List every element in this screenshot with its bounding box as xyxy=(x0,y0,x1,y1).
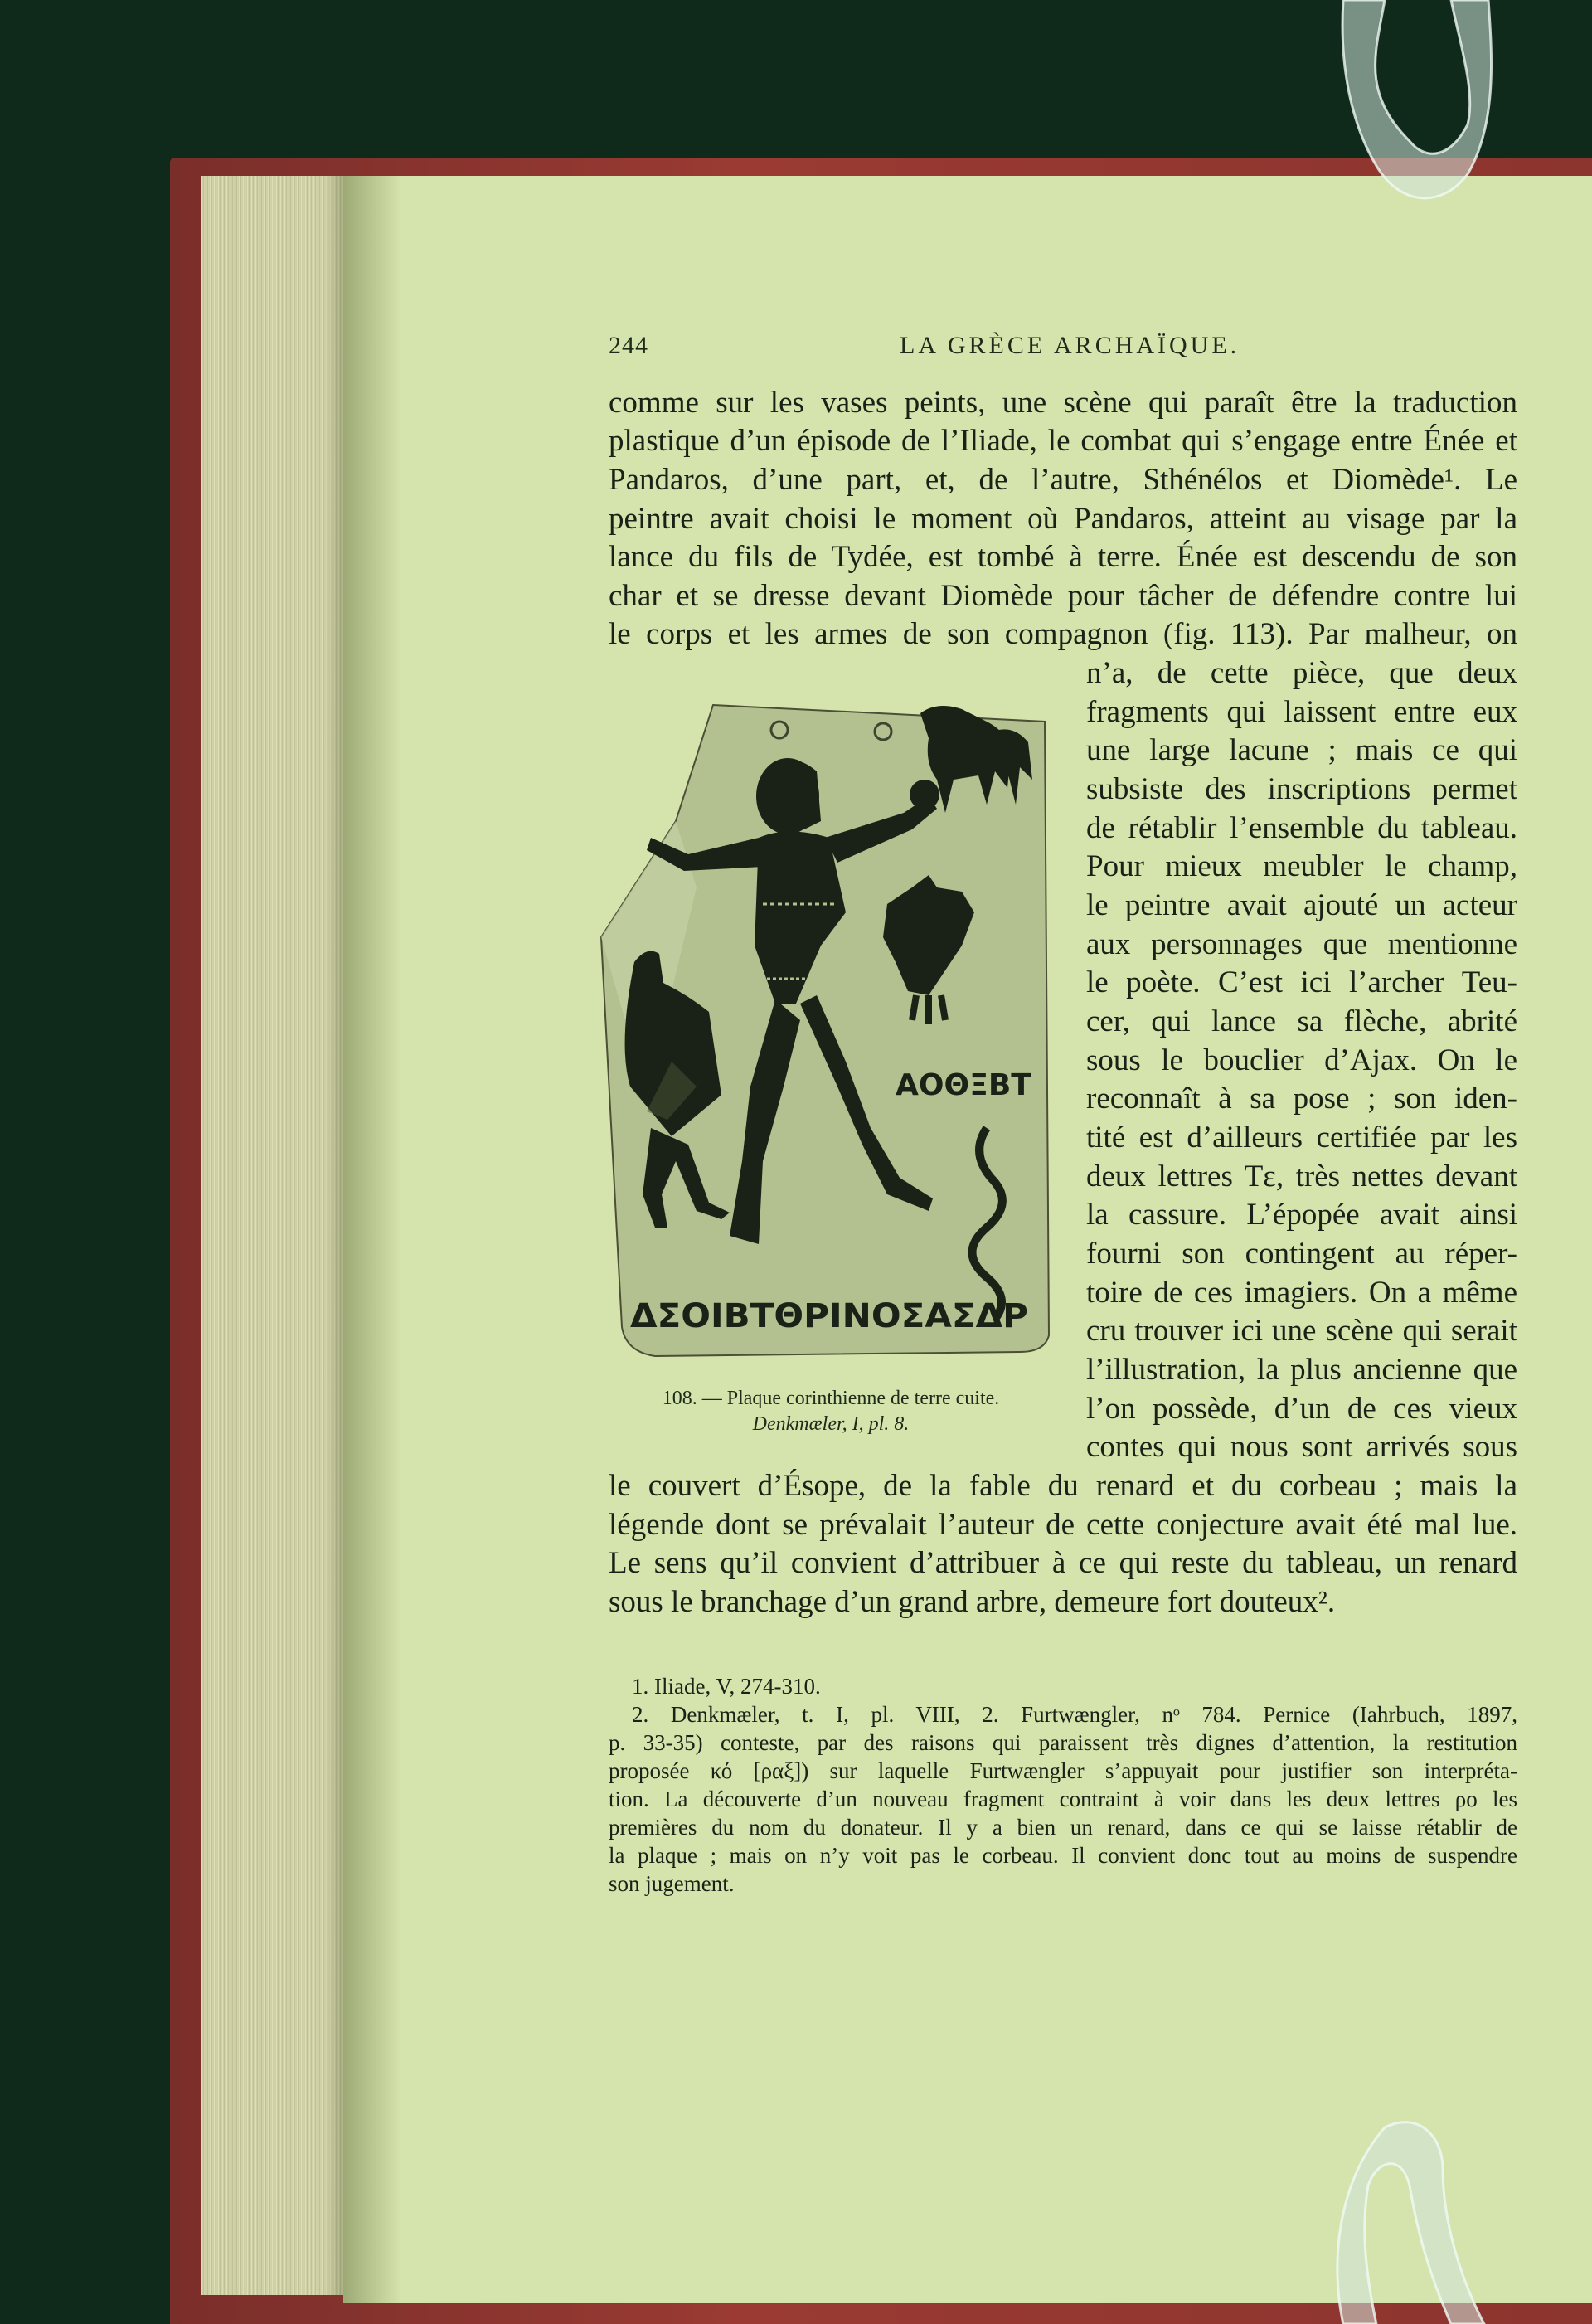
figure-caption: 108. — Plaque corinthienne de terre cuite. xyxy=(662,1388,1000,1409)
text-line: reconnaît à sa pose ; son iden- xyxy=(1086,1082,1517,1116)
footnote-2-line: la plaque ; mais on n’y voit pas le corbeau. Il convient donc tout au moins de suspendre xyxy=(609,1843,1517,1868)
text-line: légende dont se prévalait l’auteur de cette conjecture avait été mal lue. xyxy=(609,1508,1517,1542)
text-line: contes qui nous sont arrivés sous xyxy=(1086,1430,1517,1464)
text-line: deux lettres Tε, très nettes devant xyxy=(1086,1160,1517,1194)
text-line: le poète. C’est ici l’archer Teu- xyxy=(1086,965,1517,999)
text-line: char et se dresse devant Diomède pour tâcher de défendre contre lui xyxy=(609,579,1517,613)
footnote-2-line: son jugement. xyxy=(609,1871,735,1896)
text-line: de rétablir l’ensemble du tableau. xyxy=(1086,811,1517,845)
figure-plaque xyxy=(597,697,1061,1360)
text-line: toire de ces imagiers. On a même xyxy=(1086,1276,1517,1310)
text-line: l’on possède, d’un de ces vieux xyxy=(1086,1392,1517,1426)
text-line: le corps et les armes de son compagnon (fig. 113). Par malheur, on xyxy=(609,617,1517,651)
text-line: le couvert d’Ésope, de la fable du renard et du corbeau ; mais la xyxy=(609,1469,1517,1503)
text-line: Le sens qu’il convient d’attribuer à ce qui reste du tableau, un renard xyxy=(609,1546,1517,1580)
text-line: fragments qui laissent entre eux xyxy=(1086,695,1517,729)
gutter-shadow xyxy=(343,176,401,2303)
text-line: lance du fils de Tydée, est tombé à terre. Énée est descendu de son xyxy=(609,540,1517,574)
footnote-2-line: 2. Denkmæler, t. I, pl. VIII, 2. Furtwængler, nᵒ 784. Pernice (Iahrbuch, 1897, xyxy=(632,1702,1517,1727)
text-line: cer, qui lance sa flèche, abrité xyxy=(1086,1004,1517,1038)
text-line: comme sur les vases peints, une scène qui paraît être la traduction xyxy=(609,386,1517,420)
top-page-clip xyxy=(1327,0,1509,207)
figure-caption-source: Denkmæler, I, pl. 8. xyxy=(752,1413,910,1435)
bottom-page-clip xyxy=(1318,2119,1509,2324)
text-line: sous le bouclier d’Ajax. On le xyxy=(1086,1043,1517,1077)
text-line: plastique d’un épisode de l’Iliade, le combat qui s’engage entre Énée et xyxy=(609,424,1517,458)
page-number: 244 xyxy=(609,332,648,359)
text-line: fourni son contingent au réper- xyxy=(1086,1237,1517,1271)
page-edges xyxy=(201,176,343,2295)
text-line: Pour mieux meubler le champ, xyxy=(1086,849,1517,883)
text-line: subsiste des inscriptions permet xyxy=(1086,772,1517,806)
text-line: aux personnages que mentionne xyxy=(1086,927,1517,961)
footnote-2-line: proposée κό [ραξ]) sur laquelle Furtwængler s’appuyait pour justifier son interpréta- xyxy=(609,1758,1517,1783)
inscription-bottom: ΔΣΟΙΒΤΘΡΙΝΟΣΑΣΔΡ xyxy=(630,1297,1028,1335)
plaque-illustration xyxy=(597,697,1061,1360)
footnote-2-line: p. 33-35) conteste, par des raisons qui paraissent très dignes d’attention, la restitution xyxy=(609,1730,1517,1755)
footnote-2-line: premières du nom du donateur. Il y a bien un renard, dans ce qui se laisse rétablir de xyxy=(609,1815,1517,1840)
text-line: sous le branchage d’un grand arbre, demeure fort douteux². xyxy=(609,1585,1336,1619)
text-line: n’a, de cette pièce, que deux xyxy=(1086,656,1517,690)
text-line: tité est d’ailleurs certifiée par les xyxy=(1086,1121,1517,1155)
text-line: la cassure. L’épopée avait ainsi xyxy=(1086,1198,1517,1232)
footnote-1: 1. Iliade, V, 274-310. xyxy=(632,1674,821,1699)
footnote-2-line: tion. La découverte d’un nouveau fragment contraint à voir dans les deux lettres ρο les xyxy=(609,1787,1517,1811)
text-line: cru trouver ici une scène qui serait xyxy=(1086,1314,1517,1348)
running-title: LA GRÈCE ARCHAÏQUE. xyxy=(900,332,1240,359)
text-line: peintre avait choisi le moment où Pandaros, atteint au visage par la xyxy=(609,502,1517,536)
inscription-right: ΑΟΘΞΒΤ xyxy=(896,1068,1031,1102)
text-line: le peintre avait ajouté un acteur xyxy=(1086,888,1517,922)
text-line: une large lacune ; mais ce qui xyxy=(1086,733,1517,767)
text-line: l’illustration, la plus ancienne que xyxy=(1086,1353,1517,1387)
text-line: Pandaros, d’une part, et, de l’autre, Sthénélos et Diomède¹. Le xyxy=(609,463,1517,497)
